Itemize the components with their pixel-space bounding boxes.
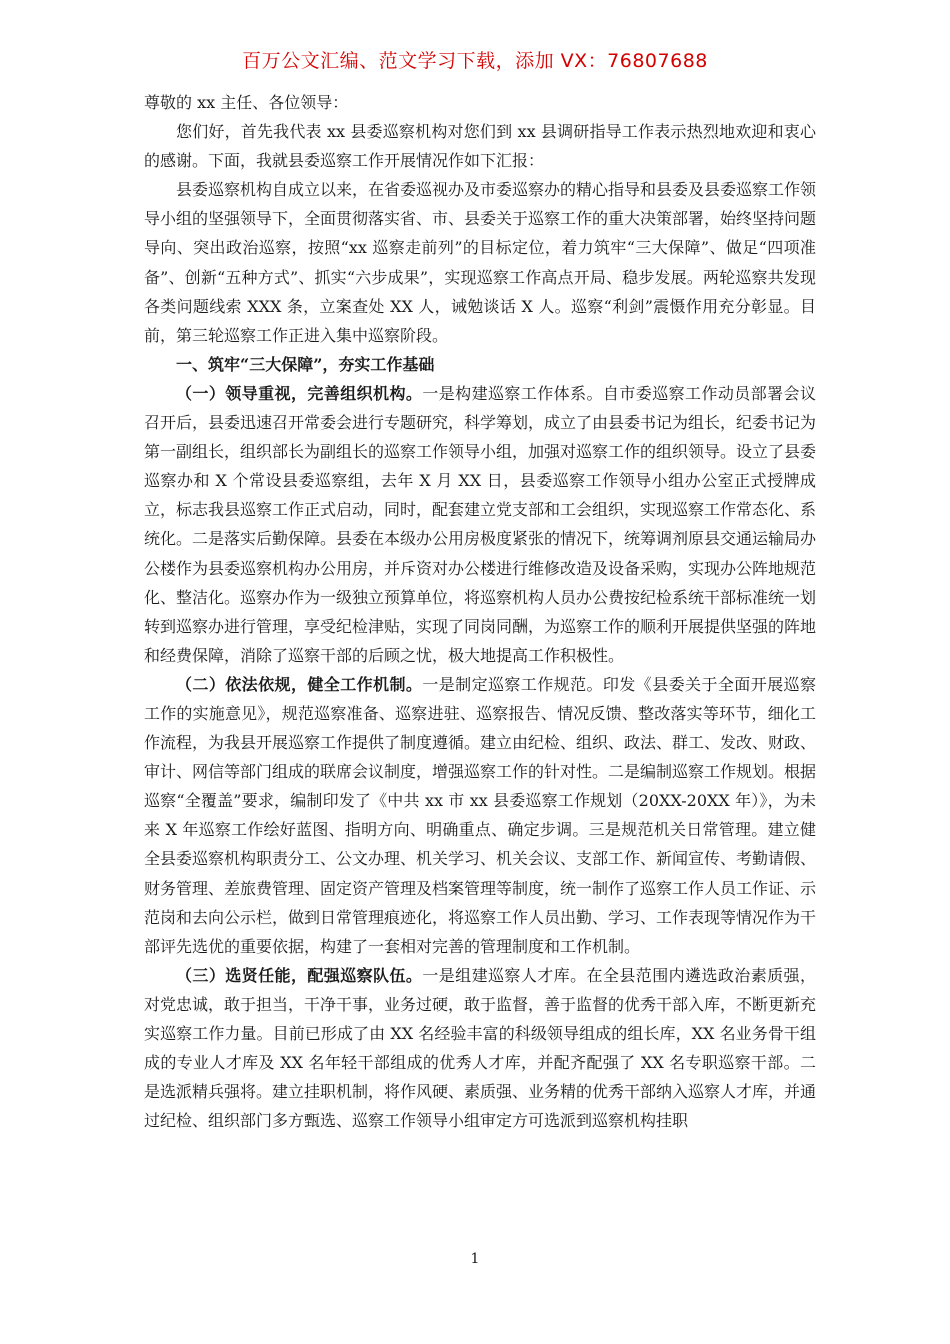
paragraph-1-body: 一是构建巡察工作体系。自市委巡察工作动员部署会议召开后，县委迅速召开常委会进行专题研究，科学筹划，成立了由县委书记为组长，纪委书记为第一副组长，组织部长为副组长的巡察工作领导小组，加强对巡察工作的组织领导。设立了县委巡察办和 X 个常设县委巡察组，去年 X 月 XX 日，县委巡察工作领导小组办公室正式授牌成立，标志我县巡察工作正式启动，同时，配套建立党支部和工会组织，实现巡察工作常态化、系统化。二是落实后勤保障。县委在本级办公用房极度紧张的情况下，统筹调剂原县交通运输局办公楼作为县委巡察机构办公用房，并斥资对办公楼进行维修改造及设备采购，实现办公阵地规范化、整洁化。巡察办作为一级独立预算单位，将巡察机构人员办公费按纪检系统干部标准统一划转到巡察办进行管理，享受纪检津贴，实现了同岗同酬，为巡察工作的顺利开展提供坚强的阵地和经费保障，消除了巡察干部的后顾之忧，极大地提高工作积极性。: [144, 383, 817, 665]
paragraph-2-body: 一是制定巡察工作规范。印发《县委关于全面开展巡察工作的实施意见》，规范巡察准备、巡察进驻、巡察报告、情况反馈、整改落实等环节，细化工作流程，为我县开展巡察工作提供了制度遵循。建立由纪检、组织、政法、群工、发改、财政、审计、网信等部门组成的联席会议制度，增强巡察工作的针对性。二是编制巡察工作规划。根据巡察“全覆盖”要求，编制印发了《中共 xx 市 xx 县委巡察工作规划（20XX-20XX 年）》，为未来 X 年巡察工作绘好蓝图、指明方向、明确重点、确定步调。三是规范机关日常管理。建立健全县委巡察机构职责分工、公文办理、机关学习、机关会议、支部工作、新闻宣传、考勤请假、财务管理、差旅费管理、固定资产管理及档案管理等制度，统一制作了巡察工作人员工作证、示范岗和去向公示栏，做到日常管理痕迹化，将巡察工作人员出勤、学习、工作表现等情况作为干部评先选优的重要依据，构建了一套相对完善的管理制度和工作机制。: [144, 674, 817, 956]
paragraph-2: [144, 670, 816, 961]
paragraph-3-lead: （三）选贤任能，配强巡察队伍。: [176, 965, 423, 985]
document-body: [144, 88, 816, 1135]
watermark-banner: 百万公文汇编、范文学习下载，添加 VX：76807688: [242, 50, 708, 72]
paragraph-3-body: 一是组建巡察人才库。在全县范围内遴选政治素质强，对党忠诚，敢于担当，干净干事，业务过硬，敢于监督，善于监督的优秀干部入库，不断更新充实巡察工作力量。目前已形成了由 XX 名经验丰富的科级领导组成的组长库，XX 名业务骨干组成的专业人才库及 XX 名年轻干部组成的优秀人才库，并配齐配强了 XX 名专职巡察干部。二是选派精兵强将。建立挂职机制，将作风硬、素质强、业务精的优秀干部纳入巡察人才库，并通过纪检、组织部门多方甄选、巡察工作领导小组审定方可选派到巡察机构挂职: [144, 965, 817, 1131]
salutation: 尊敬的 xx 主任、各位领导：: [144, 93, 349, 112]
overview-paragraph: 县委巡察机构自成立以来，在省委巡视办及市委巡察办的精心指导和县委及县委巡察工作领导小组的坚强领导下，全面贯彻落实省、市、县委关于巡察工作的重大决策部署，始终坚持问题导向、突出政治巡察，按照“xx 巡察走前列”的目标定位，着力筑牢“三大保障”、做足“四项准备”、创新“五种方式”、抓实“六步成果”，实现巡察工作高点开局、稳步发展。两轮巡察共发现各类问题线索 XXX 条，立案查处 XX 人，诫勉谈话 X 人。巡察“利剑”震慑作用充分彰显。目前，第三轮巡察工作正进入集中巡察阶段。: [144, 180, 817, 345]
intro-paragraph: 您们好，首先我代表 xx 县委巡察机构对您们到 xx 县调研指导工作表示热烈地欢迎和衷心的感谢。下面，我就县委巡察工作开展情况作如下汇报：: [144, 122, 816, 171]
paragraph-1: [144, 379, 816, 670]
paragraph-2-lead: （二）依法依规，健全工作机制。: [176, 674, 423, 694]
paragraph-3: [144, 961, 816, 1136]
paragraph-1-lead: （一）领导重视，完善组织机构。: [176, 383, 423, 403]
page-number: 1: [470, 1251, 480, 1267]
section-heading: 一、筑牢“三大保障”，夯实工作基础: [176, 354, 435, 374]
